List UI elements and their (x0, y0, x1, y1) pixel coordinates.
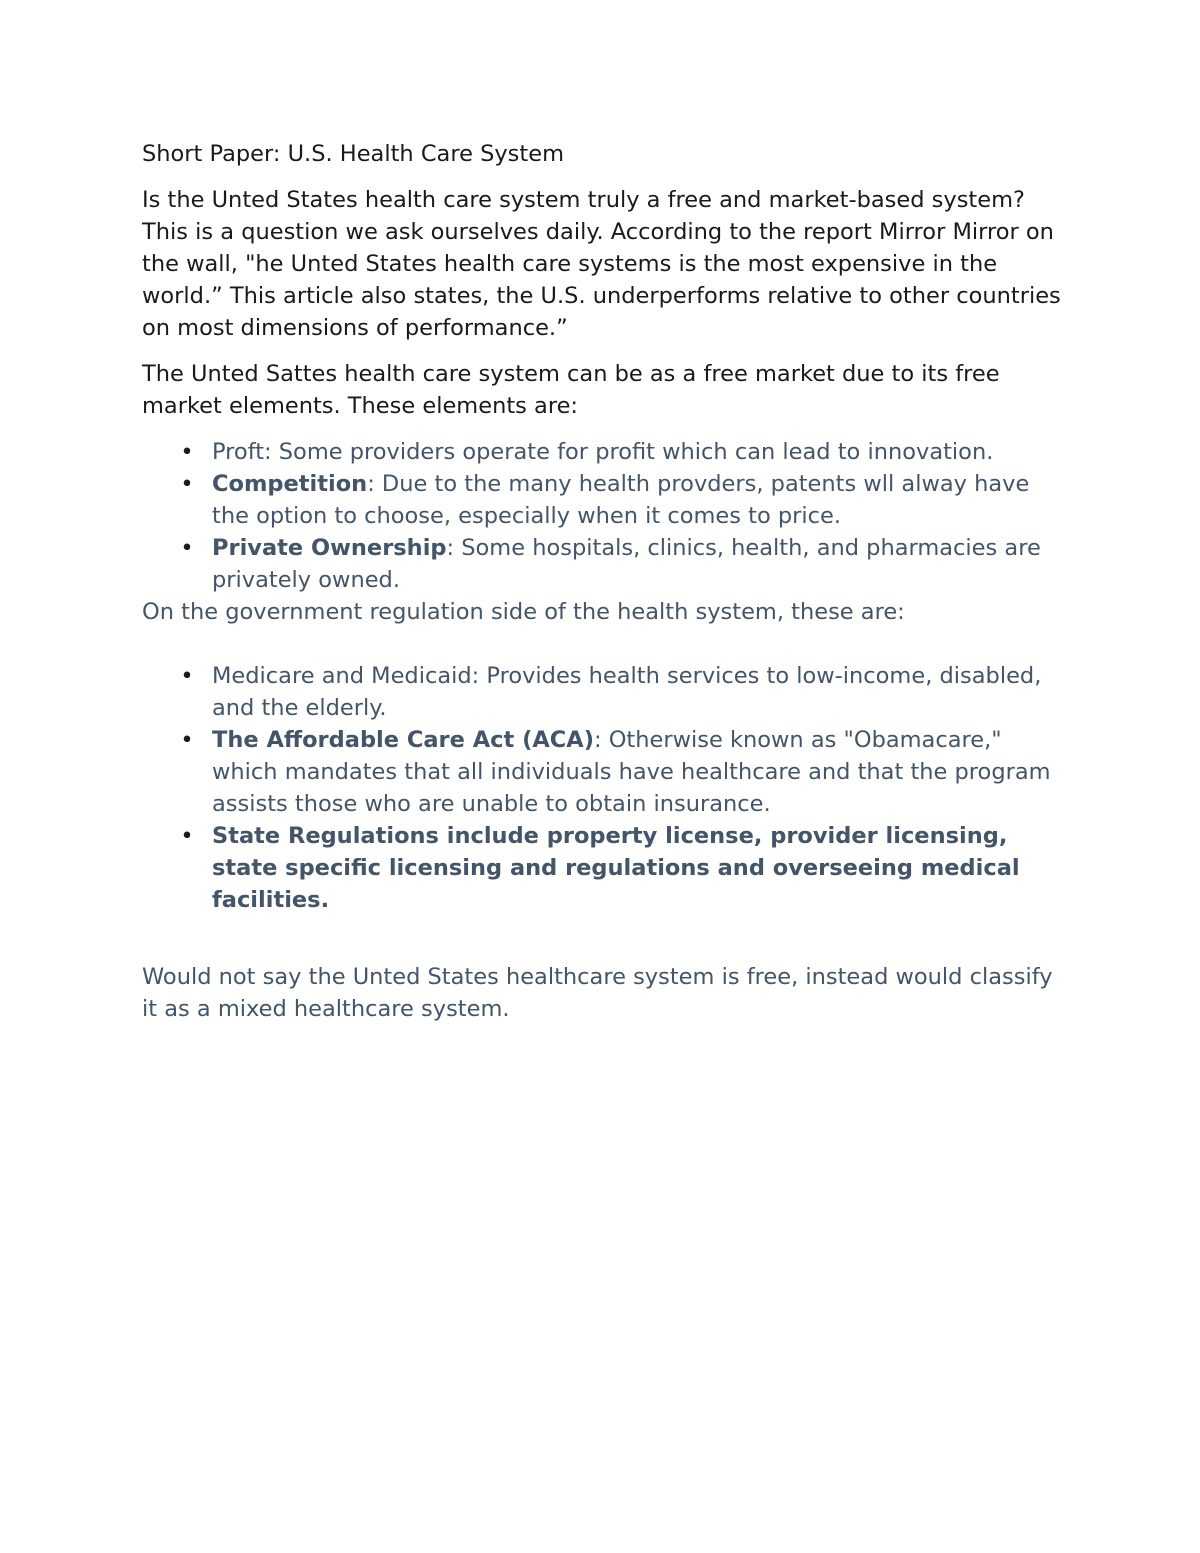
list-item (142, 660, 1072, 724)
item-text: : Some hospitals, clinics, health, and pharmacies are privately owned. (212, 535, 1041, 593)
bullet-icon: • (180, 663, 194, 689)
item-bold-label: The Affordable Care Act (ACA) (212, 727, 594, 753)
bullet-icon: • (180, 535, 194, 561)
conclusion-paragraph: Would not say the Unted States healthcare system is free, instead would classify it as a mixed healthcare system. (142, 964, 1053, 1022)
bullet-icon: • (180, 823, 194, 849)
list-item (142, 820, 1072, 916)
list-item (142, 532, 1072, 596)
item-text: Proft: Some providers operate for profit which can lead to innovation. (212, 439, 994, 465)
free-market-paragraph: The Unted Sattes health care system can be as a free market due to its free market elements. These elements are: (142, 361, 1000, 419)
item-text: : Otherwise known as "Obamacare," which mandates that all individuals have healthcare and that the program assists those who are unable to obtain insurance. (212, 727, 1051, 817)
bullet-icon: • (180, 471, 194, 497)
item-bold-label: State Regulations include property license, provider licensing, state specific licensing and regulations and overseeing medical facilities. (212, 823, 1020, 913)
bullet-icon: • (180, 727, 194, 753)
intro-paragraph: Is the Unted States health care system truly a free and market-based system? This is a question we ask ourselves daily. According to the report Mirror Mirror on the wall, "he Unted States health care systems is the most expensive in the world.” This article also states, the U.S. underperforms relative to other countries on most dimensions of performance.” (142, 187, 1061, 341)
item-bold-label: Private Ownership (212, 535, 447, 561)
list-item (142, 436, 1072, 468)
item-text: Medicare and Medicaid: Provides health services to low-income, disabled, and the elderly. (212, 663, 1042, 721)
bullet-icon: • (180, 439, 194, 465)
item-text: : Due to the many health provders, patents wll alway have the option to choose, especially when it comes to price. (212, 471, 1030, 529)
government-intro: On the government regulation side of the health system, these are: (142, 599, 905, 625)
free-market-list (142, 436, 1072, 596)
list-item (142, 468, 1072, 532)
document-title: Short Paper: U.S. Health Care System (142, 141, 564, 167)
document-page (142, 138, 1072, 1025)
government-list (142, 660, 1072, 916)
list-item (142, 724, 1072, 820)
item-bold-label: Competition (212, 471, 368, 497)
